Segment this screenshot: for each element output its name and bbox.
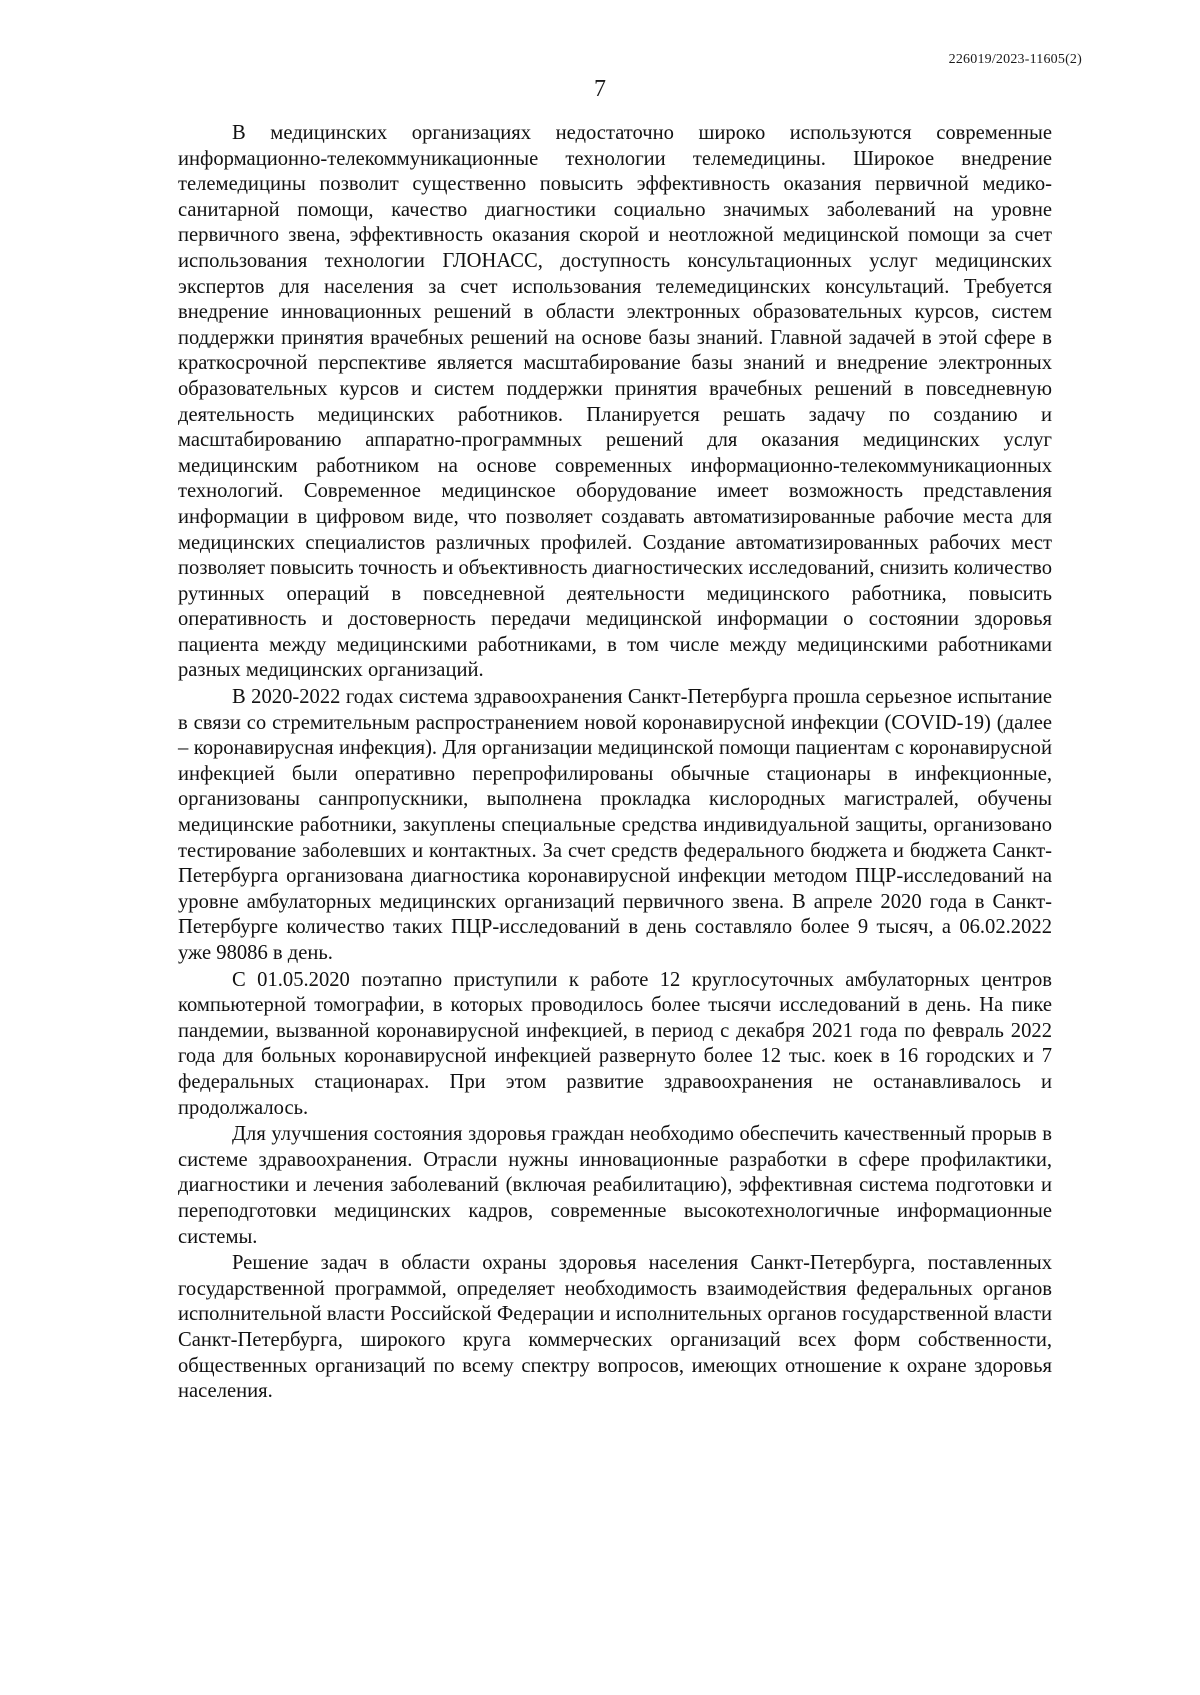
paragraph-telemedicine: В медицинских организациях недостаточно широко используются современные информационно-телекоммуникационные технологии телемедицины. Широкое внедрение телемедицины позволит существенно повысить эффективность оказания первичной медико-санитарной помощи, качество диагностики социально значимых заболеваний на уровне первичного звена, эффективность оказания скорой и неотложной медицинской помощи за счет использования технологии ГЛОНАСС, доступность консультационных услуг медицинских экспертов для населения за счет использования телемедицинских консультаций. Требуется внедрение инновационных решений в области электронных образовательных курсов, систем поддержки принятия врачебных решений на основе базы знаний. Главной задачей в этой сфере в краткосрочной перспективе является масштабирование базы знаний и внедрение электронных образовательных курсов и систем поддержки принятия врачебных решений в повседневную деятельность медицинских работников. Планируется решать задачу по созданию и масштабированию аппаратно-программных решений для оказания медицинских услуг медицинским работником на основе современных информационно-телекоммуникационных технологий. Современное медицинское оборудование имеет возможность представления информации в цифровом виде, что позволяет создавать автоматизированные рабочие места для медицинских специалистов различных профилей. Создание автоматизированных рабочих мест позволяет повысить точность и объективность диагностических исследований, снизить количество рутинных операций в повседневной деятельности медицинского работника, повысить оперативность и достоверность передачи медицинской информации о состоянии здоровья пациента между медицинскими работниками, в том числе между медицинскими работниками разных медицинских организаций. bbox=[178, 122, 1052, 682]
page-number: 7 bbox=[594, 76, 606, 102]
paragraph-covid-response: В 2020-2022 годах система здравоохранения Санкт-Петербурга прошла серьезное испытание в связи со стремительным распространением новой коронавирусной инфекции (COVID-19) (далее – коронавирусная инфекция). Для организации медицинской помощи пациентам с коронавирусной инфекцией были оперативно перепрофилированы обычные стационары в инфекционные, организованы санпропускники, выполнена прокладка кислородных магистралей, обучены медицинские работники, закуплены специальные средства индивидуальной защиты, организовано тестирование заболевших и контактных. За счет средств федерального бюджета и бюджета Санкт-Петербурга организована диагностика коронавирусной инфекции методом ПЦР-исследований на уровне амбулаторных медицинских организаций первичного звена. В апреле 2020 года в Санкт-Петербурге количество таких ПЦР-исследований в день составляло более 9 тысяч, а 06.02.2022 уже 98086 в день. bbox=[178, 686, 1052, 964]
document-body bbox=[178, 121, 1052, 1405]
document-number: 226019/2023-11605(2) bbox=[948, 52, 1082, 67]
paragraph-ct-centers: С 01.05.2020 поэтапно приступили к работе 12 круглосуточных амбулаторных центров компьютерной томографии, в которых проводилось более тысячи исследований в день. На пике пандемии, вызванной коронавирусной инфекцией, в период с декабря 2021 года по февраль 2022 года для больных коронавирусной инфекцией развернуто более 12 тыс. коек в 16 городских и 7 федеральных стационарах. При этом развитие здравоохранения не останавливалось и продолжалось. bbox=[178, 968, 1052, 1119]
paragraph-interaction: Решение задач в области охраны здоровья населения Санкт-Петербурга, поставленных государственной программой, определяет необходимость взаимодействия федеральных органов исполнительной власти Российской Федерации и исполнительных органов государственной власти Санкт-Петербурга, широкого круга коммерческих организаций всех форм собственности, общественных организаций по всему спектру вопросов, имеющих отношение к охране здоровья населения. bbox=[178, 1252, 1052, 1403]
paragraph-healthcare-improvement: Для улучшения состояния здоровья граждан необходимо обеспечить качественный прорыв в системе здравоохранения. Отрасли нужны инновационные разработки в сфере профилактики, диагностики и лечения заболеваний (включая реабилитацию), эффективная система подготовки и переподготовки медицинских кадров, современные высокотехнологичные информационные системы. bbox=[178, 1123, 1052, 1248]
